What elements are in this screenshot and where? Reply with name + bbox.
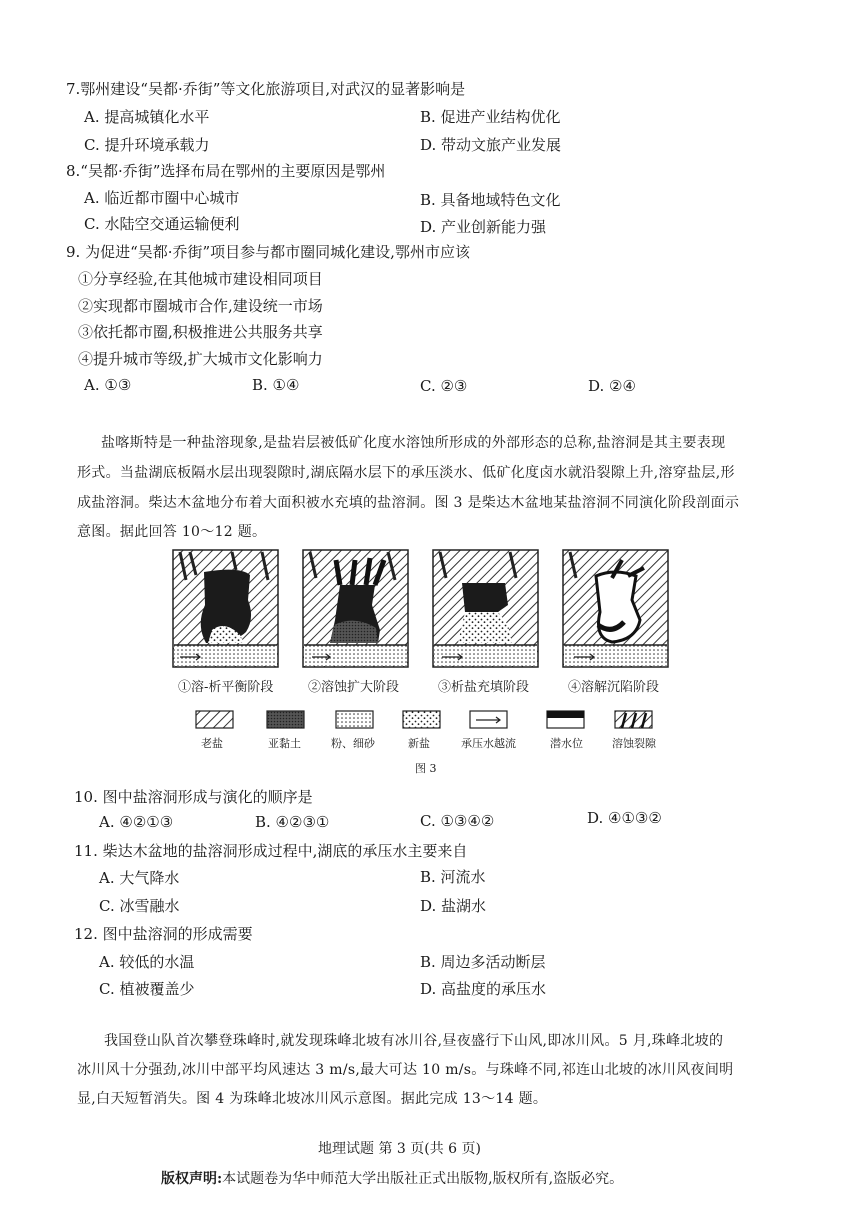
- passage2-line-1: 我国登山队首次攀登珠峰时,就发现珠峰北坡有冰川谷,昼夜盛行下山风,即冰川风。5 月,珠峰北坡的: [104, 1033, 724, 1049]
- legend-swatch-sand: [336, 711, 373, 728]
- legend-swatch-new-salt: [403, 711, 440, 728]
- legend-swatch-confined-water: [470, 711, 507, 728]
- stage-2-label: ②溶蚀扩大阶段: [308, 680, 400, 695]
- stage-4-panel: [563, 550, 668, 667]
- q12-option-b: B. 周边多活动断层: [420, 953, 546, 971]
- stage-3-label: ③析盐充填阶段: [438, 680, 530, 695]
- q8-option-b: B. 具备地域特色文化: [420, 191, 561, 209]
- stage-1-panel: [173, 550, 278, 667]
- q9-stem: 9. 为促进“吴都·乔街”项目参与都市圈同城化建设,鄂州市应该: [66, 243, 470, 261]
- q7-stem: 7.鄂州建设“吴都·乔街”等文化旅游项目,对武汉的显著影响是: [66, 80, 466, 98]
- q12-option-a: A. 较低的水温: [99, 953, 195, 971]
- stage-2-panel: [303, 550, 408, 667]
- passage1-line-4: 意图。据此回答 10～12 题。: [77, 524, 267, 540]
- q12-option-d: D. 高盐度的承压水: [420, 980, 547, 998]
- legend-label-sand: 粉、细砂: [331, 737, 375, 750]
- q12-stem: 12. 图中盐溶洞的形成需要: [74, 925, 253, 943]
- page-number: 地理试题 第 3 页(共 6 页): [318, 1141, 481, 1157]
- q9-statement-3: ③依托都市圈,积极推进公共服务共享: [78, 323, 323, 341]
- q10-stem: 10. 图中盐溶洞形成与演化的顺序是: [74, 788, 313, 806]
- q7-option-b: B. 促进产业结构优化: [420, 108, 561, 126]
- passage1-line-3: 成盐溶洞。柴达木盆地分布着大面积被水充填的盐溶洞。图 3 是柴达木盆地某盐溶洞不同演化阶段剖面示: [77, 495, 740, 511]
- q10-option-b: B. ④②③①: [255, 813, 330, 831]
- legend-label-old-salt: 老盐: [201, 737, 223, 750]
- q7-option-c: C. 提升环境承载力: [84, 136, 210, 154]
- legend-swatch-old-salt: [196, 711, 233, 728]
- q9-option-b: B. ①④: [252, 376, 300, 394]
- legend-label-clay: 亚黏土: [268, 737, 301, 750]
- q12-option-c: C. 植被覆盖少: [99, 980, 195, 998]
- copyright-label: 版权声明:: [161, 1171, 223, 1187]
- legend-label-confined-water: 承压水越流: [461, 737, 516, 750]
- passage2-line-3: 显,白天短暂消失。图 4 为珠峰北坡冰川风示意图。据此完成 13～14 题。: [77, 1091, 548, 1107]
- stage-4-label: ④溶解沉陷阶段: [568, 680, 660, 695]
- legend-label-water-table: 潜水位: [550, 737, 583, 750]
- figure-caption: 图 3: [415, 762, 437, 775]
- legend-label-dissolution-fissure: 溶蚀裂隙: [612, 737, 656, 750]
- q9-statement-1: ①分享经验,在其他城市建设相同项目: [78, 270, 323, 288]
- stage-3-panel: [433, 550, 538, 667]
- q11-option-a: A. 大气降水: [99, 869, 180, 887]
- q7-option-a: A. 提高城镇化水平: [84, 108, 210, 126]
- legend-swatch-water-table: [547, 711, 584, 728]
- q9-option-d: D. ②④: [588, 377, 636, 395]
- legend-swatches: [196, 711, 652, 728]
- q9-option-a: A. ①③: [84, 376, 132, 394]
- q9-statement-4: ④提升城市等级,扩大城市文化影响力: [78, 350, 323, 368]
- q11-option-d: D. 盐湖水: [420, 897, 487, 915]
- passage1-line-1: 盐喀斯特是一种盐溶现象,是盐岩层被低矿化度水溶蚀所形成的外部形态的总称,盐溶洞是其主要表现: [101, 435, 726, 451]
- legend-label-new-salt: 新盐: [408, 737, 430, 750]
- q9-option-c: C. ②③: [420, 377, 468, 395]
- passage1-line-2: 形式。当盐湖底板隔水层出现裂隙时,湖底隔水层下的承压淡水、低矿化度卤水就沿裂隙上升,溶穿盐层,形: [77, 465, 735, 481]
- q8-option-a: A. 临近都市圈中心城市: [84, 189, 240, 207]
- q11-option-b: B. 河流水: [420, 868, 486, 886]
- legend-swatch-dissolution-fissure: [615, 711, 652, 728]
- q9-statement-2: ②实现都市圈城市合作,建设统一市场: [78, 297, 323, 315]
- q10-option-a: A. ④②①③: [99, 813, 174, 831]
- q7-option-d: D. 带动文旅产业发展: [420, 136, 562, 154]
- passage2-line-2: 冰川风十分强劲,冰川中部平均风速达 3 m/s,最大可达 10 m/s。与珠峰不同,祁连山北坡的冰川风夜间明: [77, 1062, 734, 1078]
- q8-stem: 8.“吴都·乔街”选择布局在鄂州的主要原因是鄂州: [66, 162, 386, 180]
- q11-stem: 11. 柴达木盆地的盐溶洞形成过程中,湖底的承压水主要来自: [74, 842, 468, 860]
- stage-1-label: ①溶-析平衡阶段: [178, 680, 274, 695]
- q8-option-c: C. 水陆空交通运输便利: [84, 215, 240, 233]
- copyright-text: 本试题卷为华中师范大学出版社正式出版物,版权所有,盗版必究。: [222, 1171, 624, 1187]
- legend-swatch-clay: [267, 711, 304, 728]
- q10-option-c: C. ①③④②: [420, 812, 495, 830]
- q10-option-d: D. ④①③②: [587, 809, 662, 827]
- copyright-notice: [161, 1168, 623, 1188]
- q11-option-c: C. 冰雪融水: [99, 897, 180, 915]
- q8-option-d: D. 产业创新能力强: [420, 218, 547, 236]
